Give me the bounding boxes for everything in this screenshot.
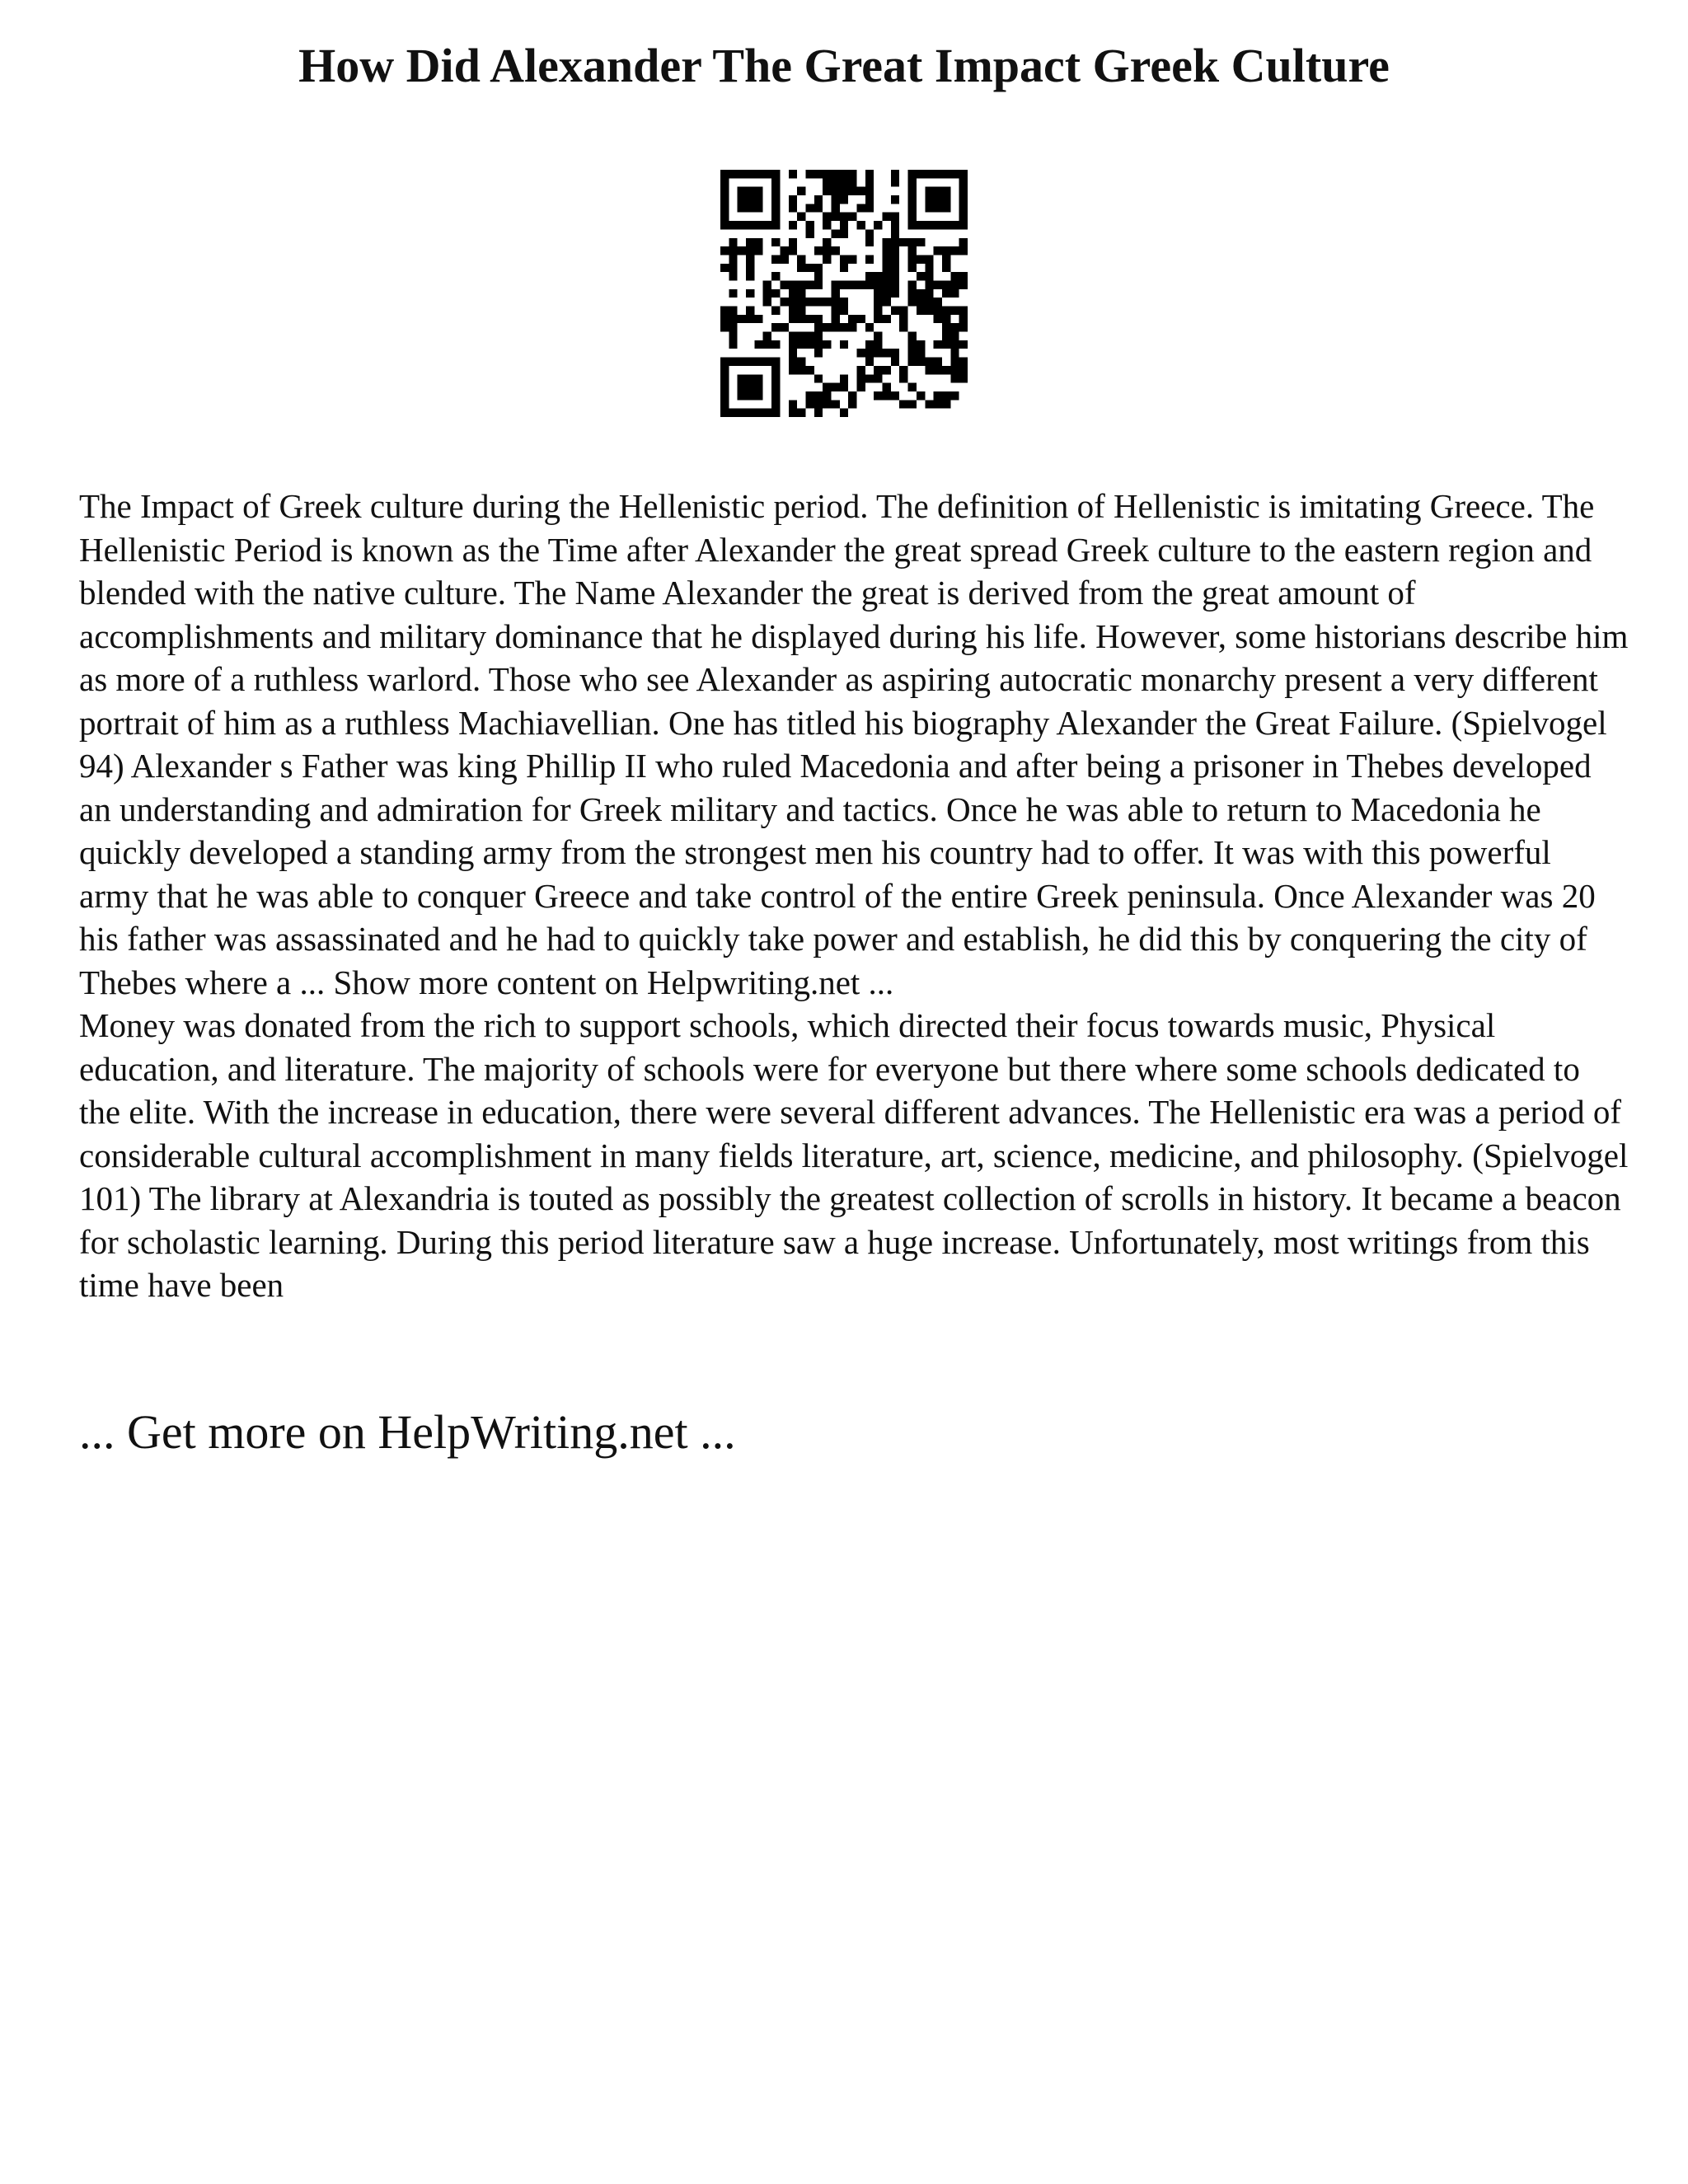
paragraph-1: The Impact of Greek culture during the Hellenistic period. The definition of Hellenistic is imitating Greece. The Hellenistic Period is known as the Time after Alexander the great spread Greek culture to the eastern region and blended with the native culture. The Name Alexander the great is derived from the great amount of accomplishments and military dominance that he displayed during his life. However, some historians describe him as more of a ruthless warlord. Those who see Alexander as aspiring autocratic monarchy present a very different portrait of him as a ruthless Machiavellian. One has titled his biography Alexander the Great Failure. (Spielvogel 94) Alexander s Father was king Phillip II who ruled Macedonia and after being a prisoner in Thebes developed an understanding and admiration for Greek military and tactics. Once he was able to return to Macedonia he quickly developed a standing army from the strongest men his country had to offer. It was with this powerful army that he was able to conquer Greece and take control of the entire Greek peninsula. Once Alexander was 20 his father was assassinated and he had to quickly take power and establish, he did this by conquering the city of Thebes where a ... Show more content on Helpwriting.net ...	[79, 487, 1629, 1001]
body-text	[79, 485, 1629, 1307]
paragraph-2: Money was donated from the rich to support schools, which directed their focus towards music, Physical education, and literature. The majority of schools were for everyone but there where some schools dedicated to the elite. With the increase in education, there were several different advances. The Hellenistic era was a period of considerable cultural accomplishment in many fields literature, art, science, medicine, and philosophy. (Spielvogel 101) The library at Alexandria is touted as possibly the greatest collection of scrolls in history. It became a beacon for scholastic learning. During this period literature saw a huge increase. Unfortunately, most writings from this time have been	[79, 1006, 1629, 1304]
document-title: How Did Alexander The Great Impact Greek Culture	[298, 39, 1390, 92]
qr-code-icon	[720, 170, 968, 417]
get-more-link[interactable]: ... Get more on HelpWriting.net ...	[79, 1405, 736, 1459]
